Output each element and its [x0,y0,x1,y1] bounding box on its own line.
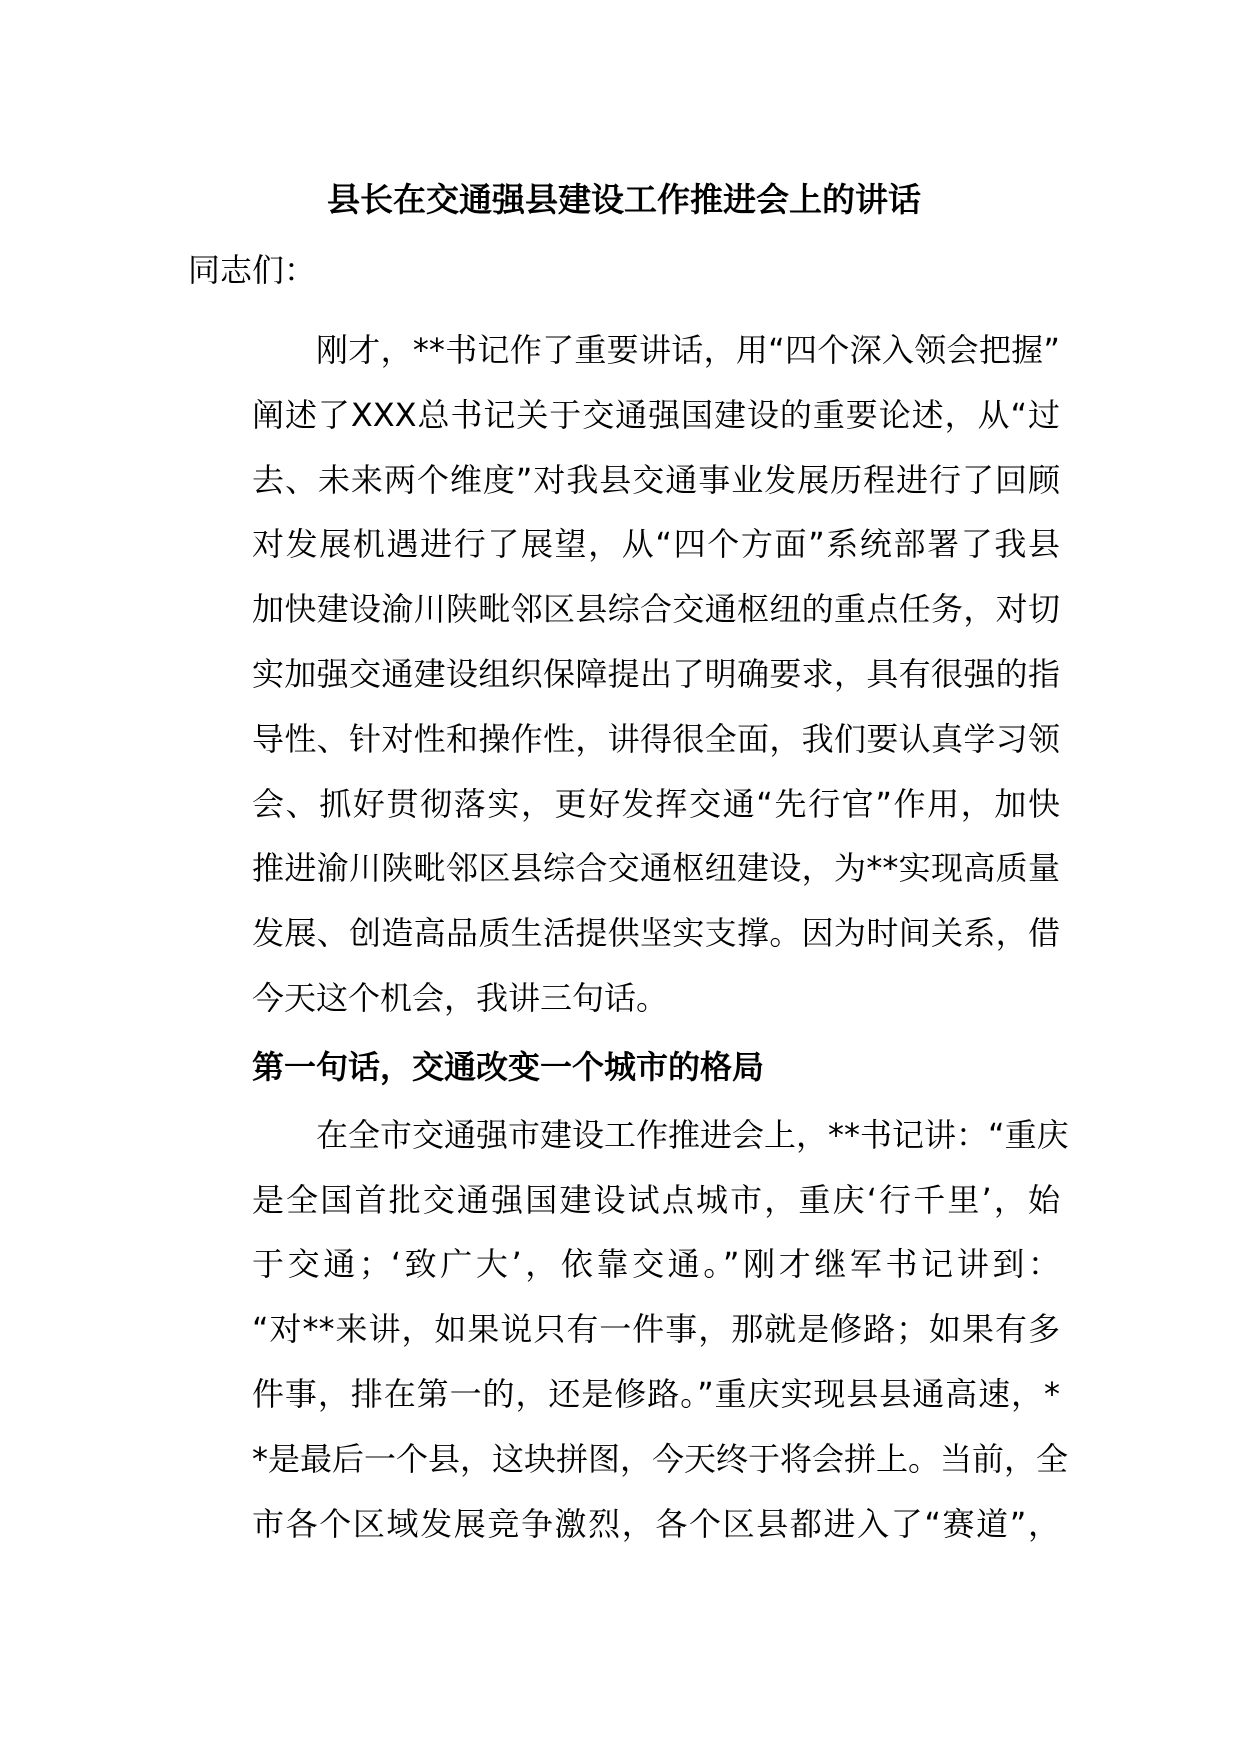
paragraph-1 [188,318,1060,1031]
salutation: 同志们： [188,251,317,289]
paragraph-line: “对**来讲，如果说只有一件事，那就是修路；如果有多 [252,1310,1060,1349]
paragraph-line: 于交通；‘致广大’，依靠交通。”刚才继军书记讲到： [252,1245,1060,1284]
document-body [188,170,1069,1556]
paragraph-line: 市各个区域发展竞争激烈，各个区县都进入了“赛道”， [252,1504,1060,1543]
paragraph-line: 件事，排在第一的，还是修路。”重庆实现县县通高速，* [252,1374,1060,1413]
paragraph-line: 对发展机遇进行了展望，从“四个方面”系统部署了我县 [252,525,1060,564]
paragraph-2 [188,1103,1069,1557]
paragraph-line: 去、未来两个维度”对我县交通事业发展历程进行了回顾 [252,460,1060,499]
paragraph-line: 导性、针对性和操作性，讲得很全面，我们要认真学习领 [252,719,1060,758]
paragraph-line: 发展、创造高品质生活提供坚实支撑。因为时间关系，借 [252,914,1060,953]
paragraph-line: 推进渝川陕毗邻区县综合交通枢纽建设，为**实现高质量 [252,849,1060,888]
paragraph-line: 实加强交通建设组织保障提出了明确要求，具有很强的指 [252,654,1060,693]
paragraph-line: 刚才，**书记作了重要讲话，用“四个深入领会把握” [316,331,1060,369]
paragraph-line: *是最后一个县，这块拼图，今天终于将会拼上。当前，全 [252,1439,1069,1478]
section-heading: 第一句话，交通改变一个城市的格局 [252,1047,765,1086]
paragraph-line: 今天这个机会，我讲三句话。 [252,978,669,1017]
document-title: 县长在交通强县建设工作推进会上的讲话 [327,180,921,219]
paragraph-line: 阐述了XXX总书记关于交通强国建设的重要论述，从“过 [252,395,1060,434]
paragraph-line: 加快建设渝川陕毗邻区县综合交通枢纽的重点任务，对切 [252,590,1060,629]
paragraph-line: 是全国首批交通强国建设试点城市，重庆‘行千里’，始 [252,1180,1060,1219]
paragraph-line: 在全市交通强市建设工作推进会上，**书记讲：“重庆 [316,1115,1069,1154]
paragraph-line: 会、抓好贯彻落实，更好发挥交通“先行官”作用，加快 [252,784,1060,823]
